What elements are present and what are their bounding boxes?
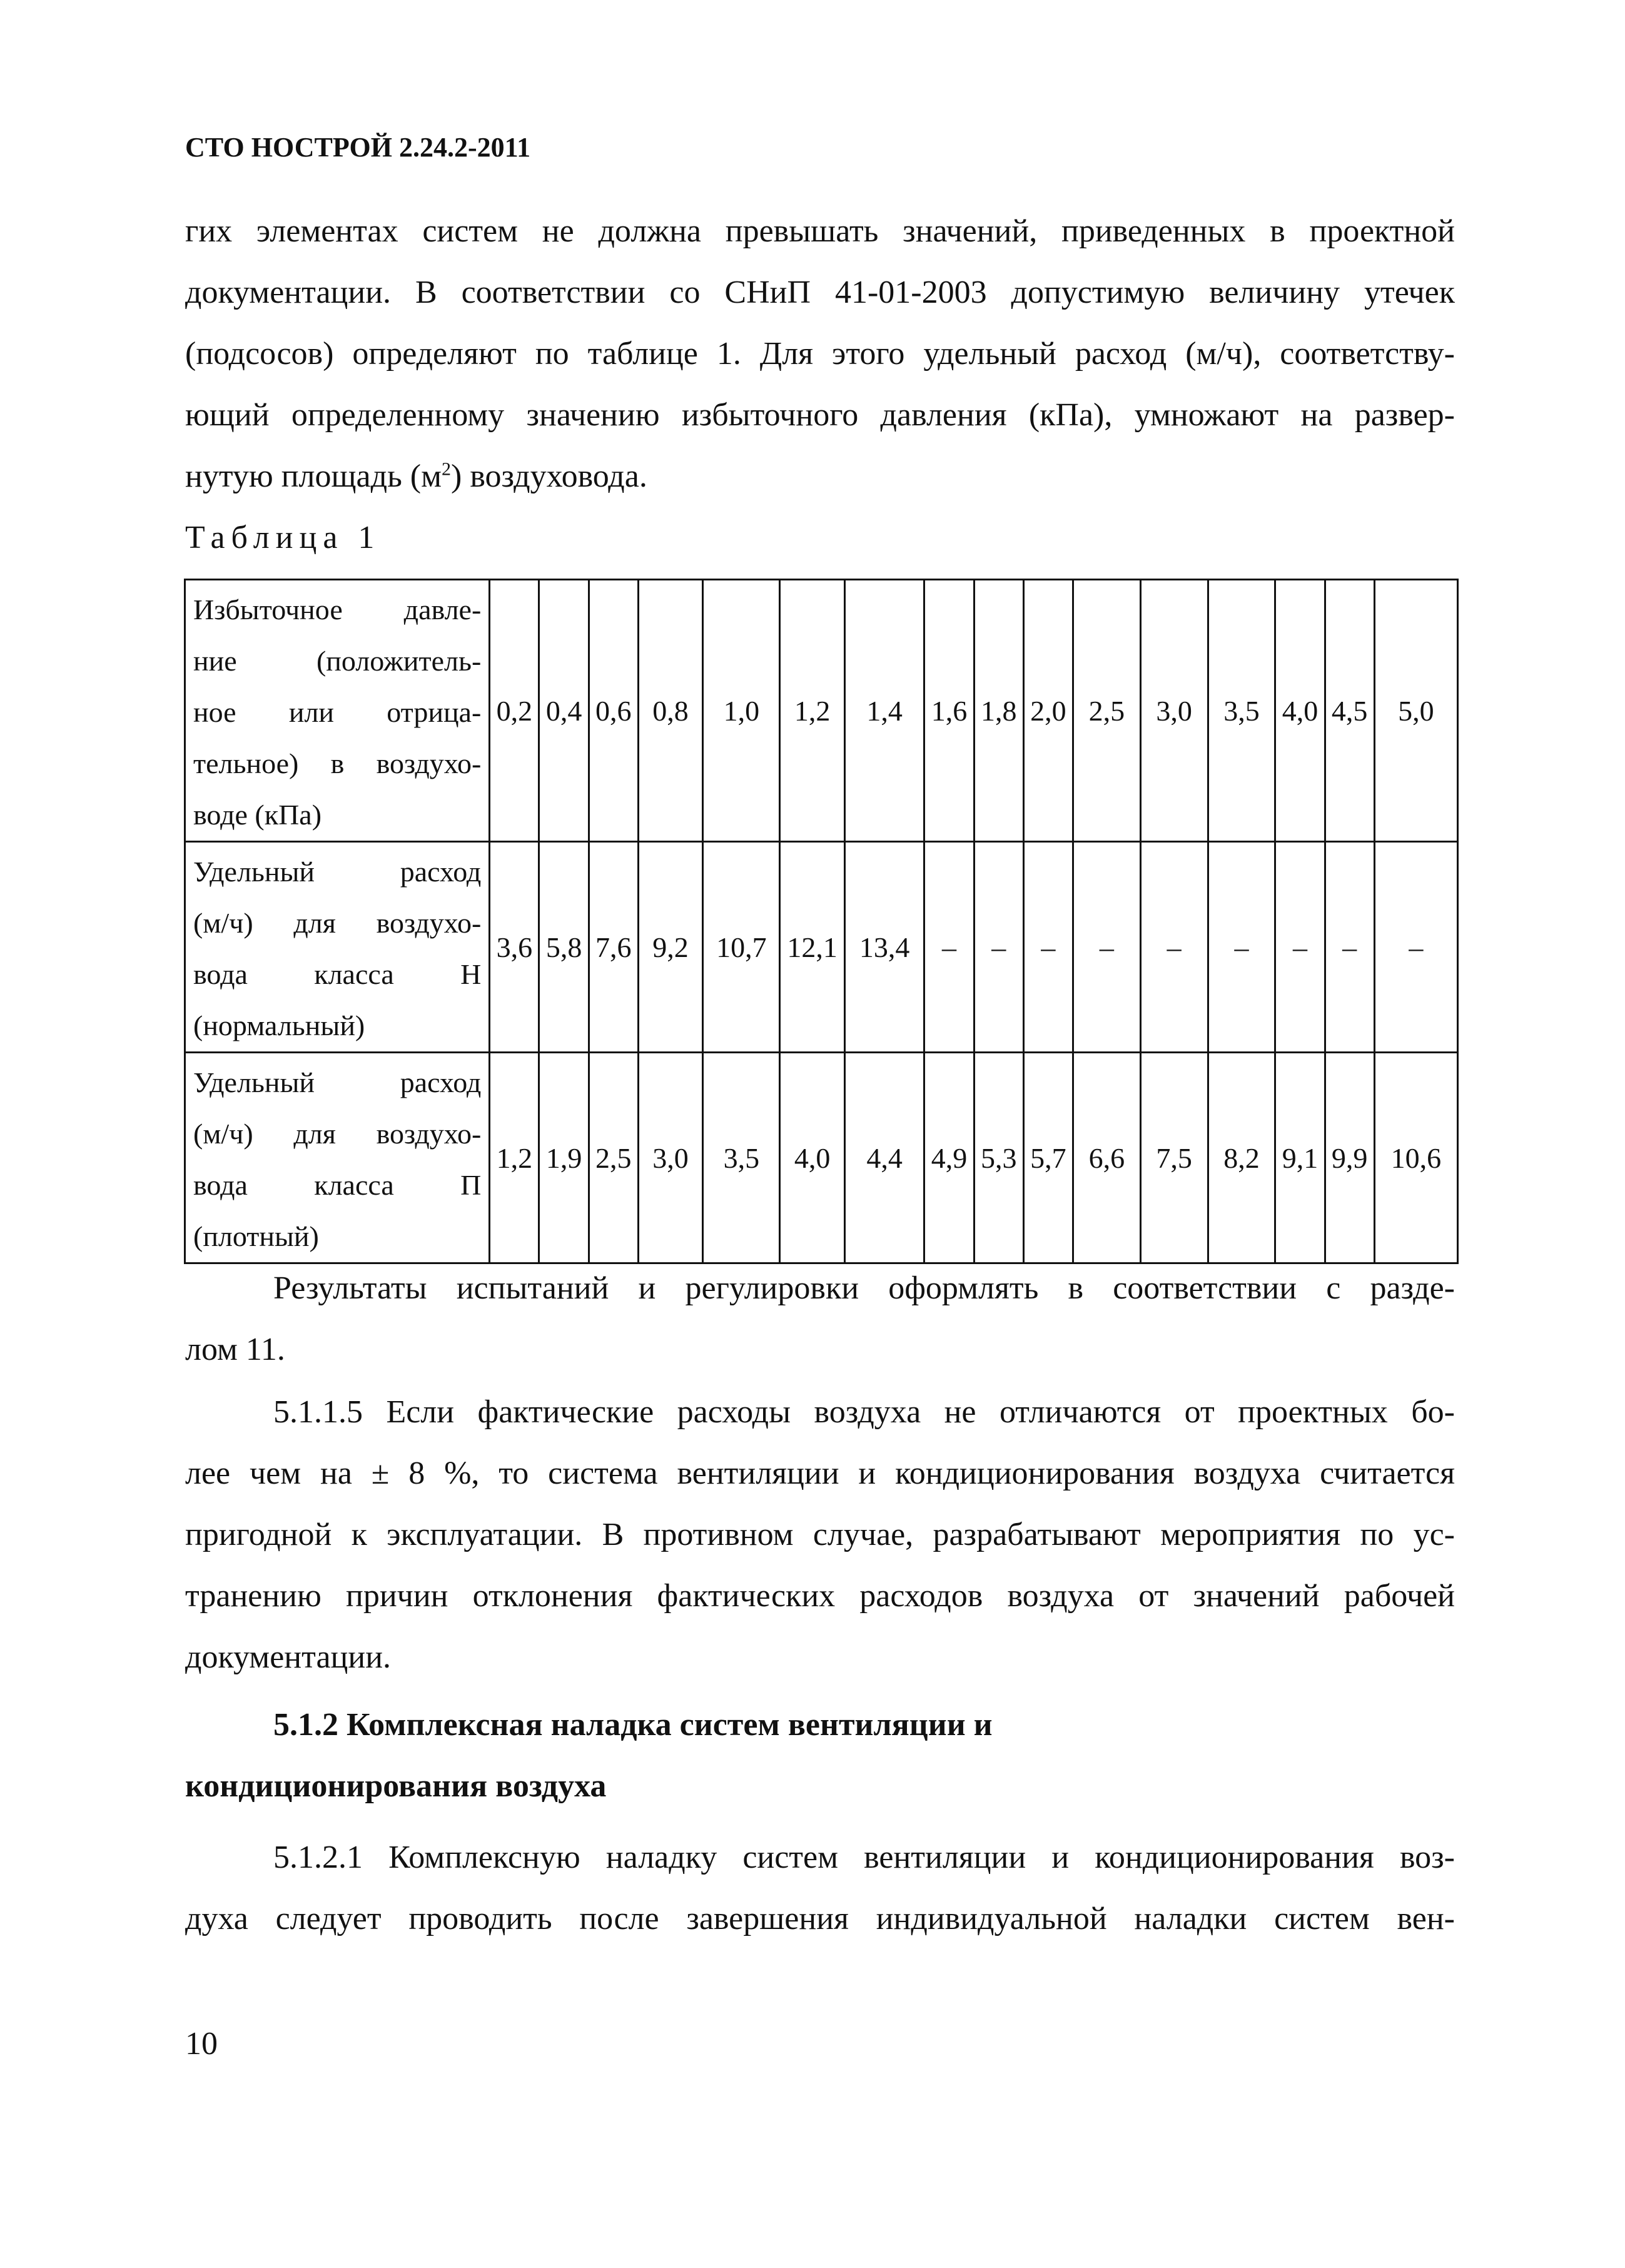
table-cell: 9,1 — [1275, 1053, 1325, 1263]
paragraph-line: 5.1.2.1 Комплексную наладку систем вентиляции и кондиционирования воз- — [273, 1840, 1455, 1875]
table-cell: 5,3 — [974, 1053, 1023, 1263]
table-cell: 4,4 — [844, 1053, 924, 1263]
table-cell: 5,0 — [1374, 580, 1457, 842]
row-header-line: Удельный расход — [193, 856, 482, 888]
table-cell: 3,6 — [490, 842, 539, 1053]
table-cell: 1,0 — [703, 580, 780, 842]
table-cell: – — [1208, 842, 1275, 1053]
table-cell: 1,2 — [780, 580, 844, 842]
table-cell: 1,4 — [844, 580, 924, 842]
table-cell: 6,6 — [1073, 1053, 1140, 1263]
table-cell: 1,2 — [490, 1053, 539, 1263]
table-cell: 3,5 — [703, 1053, 780, 1263]
table-cell: 2,5 — [589, 1053, 638, 1263]
row-header-line: тельное) в воздухо- — [193, 747, 482, 779]
row-header-cell — [185, 842, 490, 1053]
table-cell: 2,5 — [1073, 580, 1140, 842]
table-cell: 0,2 — [490, 580, 539, 842]
paragraph-line — [185, 458, 1455, 495]
table-cell: 0,6 — [589, 580, 638, 842]
table-cell: 9,9 — [1325, 1053, 1374, 1263]
row-header-line: Удельный расход — [193, 1066, 482, 1098]
table-cell: 1,9 — [539, 1053, 589, 1263]
table-cell: 3,0 — [1140, 580, 1208, 842]
table-cell: 10,6 — [1374, 1053, 1457, 1263]
paragraph-line: документации. — [185, 1639, 392, 1675]
heading-line: 5.1.2 Комплексная наладка систем вентиляции и — [273, 1707, 993, 1743]
table-cell: 1,6 — [924, 580, 974, 842]
table-cell: – — [974, 842, 1023, 1053]
paragraph-line: лее чем на ± 8 %, то система вентиляции и кондиционирования воздуха считается — [185, 1455, 1455, 1491]
table-cell: – — [1073, 842, 1140, 1053]
table-cell: 5,7 — [1023, 1053, 1073, 1263]
paragraph-line: духа следует проводить после завершения индивидуальной наладки систем вен- — [185, 1901, 1455, 1936]
table-cell: 1,8 — [974, 580, 1023, 842]
table-cell: 8,2 — [1208, 1053, 1275, 1263]
table-cell: 4,5 — [1325, 580, 1374, 842]
paragraph-line: транению причин отклонения фактических расходов воздуха от значений рабочей — [185, 1578, 1455, 1614]
table-cell: – — [1140, 842, 1208, 1053]
table-cell: – — [1325, 842, 1374, 1053]
paragraph-line: 5.1.1.5 Если фактические расходы воздуха не отличаются от проектных бо- — [273, 1394, 1455, 1430]
table-row — [185, 842, 1458, 1053]
row-header-line: (м/ч) для воздухо- — [193, 1118, 482, 1150]
table-cell: 13,4 — [844, 842, 924, 1053]
table-cell: 9,2 — [638, 842, 702, 1053]
page-number: 10 — [185, 2026, 218, 2062]
table-cell: 5,8 — [539, 842, 589, 1053]
document-header: СТО НОСТРОЙ 2.24.2-2011 — [185, 132, 531, 163]
table-cell: 4,0 — [780, 1053, 844, 1263]
heading-line: кондиционирования воздуха — [185, 1768, 607, 1804]
table-cell: 12,1 — [780, 842, 844, 1053]
row-header-line: вода класса Н — [193, 958, 482, 990]
table-cell: 10,7 — [703, 842, 780, 1053]
row-header-line: ное или отрица- — [193, 696, 482, 728]
table-cell: 4,0 — [1275, 580, 1325, 842]
text-run: ) воздуховода. — [451, 458, 647, 494]
text-run: нутую площадь (м — [185, 458, 442, 494]
table-cell: – — [1275, 842, 1325, 1053]
table-cell: 3,5 — [1208, 580, 1275, 842]
row-header-cell — [185, 580, 490, 842]
row-header-line: ние (положитель- — [193, 645, 482, 677]
paragraph-line: Результаты испытаний и регулировки оформлять в соответствии с разде- — [273, 1270, 1455, 1306]
superscript: 2 — [442, 458, 452, 480]
row-header-line: Избыточное давле- — [193, 594, 482, 625]
row-header-cell — [185, 1053, 490, 1263]
paragraph-line: лом 11. — [185, 1332, 285, 1367]
table-cell: 4,9 — [924, 1053, 974, 1263]
table-row — [185, 580, 1458, 842]
leakage-table — [184, 579, 1459, 1264]
table-caption: Таблица 1 — [185, 520, 381, 555]
row-header-line: (м/ч) для воздухо- — [193, 907, 482, 939]
row-header-line: (нормальный) — [193, 1010, 365, 1041]
row-header-line: воде (кПа) — [193, 799, 322, 831]
table-cell: 7,5 — [1140, 1053, 1208, 1263]
table-row — [185, 1053, 1458, 1263]
paragraph-line: документации. В соответствии со СНиП 41-01-2003 допустимую величину утечек — [185, 275, 1455, 310]
table-cell: – — [1023, 842, 1073, 1053]
table-cell: 0,8 — [638, 580, 702, 842]
row-header-line: (плотный) — [193, 1220, 319, 1252]
table-cell: 3,0 — [638, 1053, 702, 1263]
paragraph-line: (подсосов) определяют по таблице 1. Для этого удельный расход (м/ч), соответству- — [185, 336, 1455, 372]
table-cell: 0,4 — [539, 580, 589, 842]
row-header-line: вода класса П — [193, 1169, 482, 1201]
paragraph-line: пригодной к эксплуатации. В противном случае, разрабатывают мероприятия по ус- — [185, 1517, 1455, 1552]
paragraph-line: гих элементах систем не должна превышать значений, приведенных в проектной — [185, 213, 1455, 249]
table-cell: 7,6 — [589, 842, 638, 1053]
table-cell: 2,0 — [1023, 580, 1073, 842]
table-cell: – — [924, 842, 974, 1053]
paragraph-line: ющий определенному значению избыточного давления (кПа), умножают на развер- — [185, 397, 1455, 433]
table-cell: – — [1374, 842, 1457, 1053]
